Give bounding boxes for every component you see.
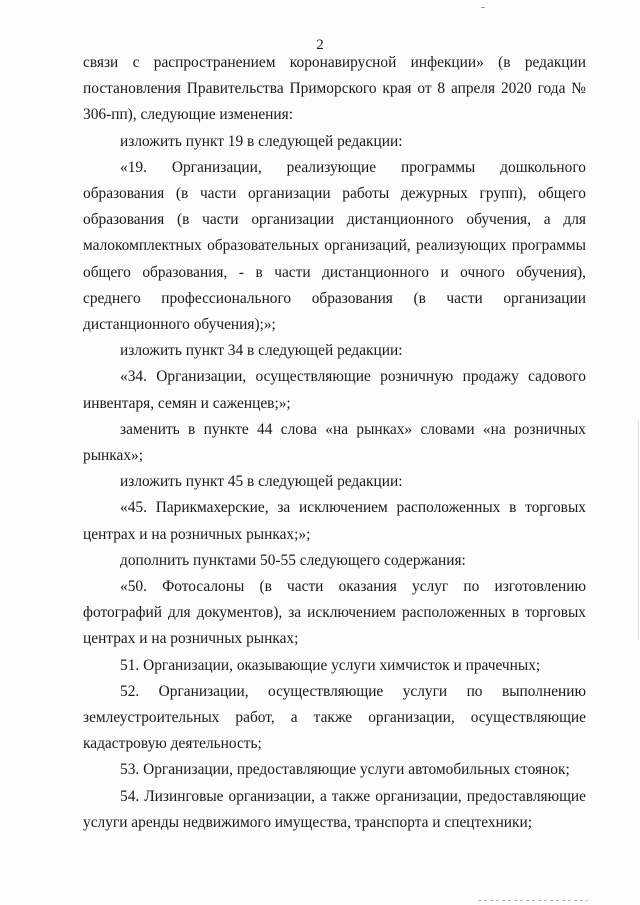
paragraph-item-50: «50. Фотосалоны (в части оказания услуг по изготовлению фотографий для документов), за исключением расположенных в торговых центрах и на розничных рынках; — [83, 578, 586, 648]
paragraph-instruction-44: заменить в пункте 44 слова «на рынках» словами «на розничных рынках»; — [83, 420, 586, 465]
scan-artifact-top — [481, 7, 485, 8]
paragraph-instruction-34: изложить пункт 34 в следующей редакции: — [120, 342, 403, 360]
paragraph-item-34: «34. Организации, осуществляющие розничную продажу садового инвентаря, семян и саженцев;»; — [83, 368, 586, 412]
paragraph-item-53: 53. Организации, предоставляющие услуги автомобильных стоянок; — [120, 761, 570, 779]
paragraph-item-54: 54. Лизинговые организации, а также организации, предоставляющие услуги аренды недвижимого имущества, транспорта и спецтехники; — [83, 787, 586, 831]
paragraph-item-52: 52. Организации, осуществляющие услуги по выполнению землеустроительных работ, а также организации, осуществляющие кадастровую деятельность; — [83, 682, 586, 753]
paragraph-continuation: связи с распространением коронавирусной инфекции» (в редакции постановления Правительства Приморского края от 8 апреля 2020 года № 306-пп), следующие изменения: — [83, 54, 586, 124]
page-number: 2 — [316, 37, 324, 53]
paragraph-item-45: «45. Парикмахерские, за исключением расположенных в торговых центрах и на розничных рынках;»; — [83, 499, 586, 543]
scan-artifact-bottom — [478, 900, 588, 901]
paragraph-instruction-50-55: дополнить пунктами 50-55 следующего содержания: — [120, 551, 466, 569]
paragraph-item-19: «19. Организации, реализующие программы дошкольного образования (в части организации работы дежурных групп), общего образования (в части организации дистанционного обучения, а для малокомплектных образовательных организаций, реализующих программы общего образования, - в части дистанционного и очного обучения), среднего профессионального образования (в части организации дистанционного обучения);»; — [83, 158, 586, 334]
paragraph-item-51: 51. Организации, оказывающие услуги химчисток и прачечных; — [120, 656, 541, 674]
document-body — [83, 50, 586, 836]
paragraph-instruction-19: изложить пункт 19 в следующей редакции: — [120, 132, 403, 150]
paragraph-instruction-45: изложить пункт 45 в следующей редакции: — [120, 473, 403, 491]
scan-artifact-right-edge — [638, 420, 639, 640]
